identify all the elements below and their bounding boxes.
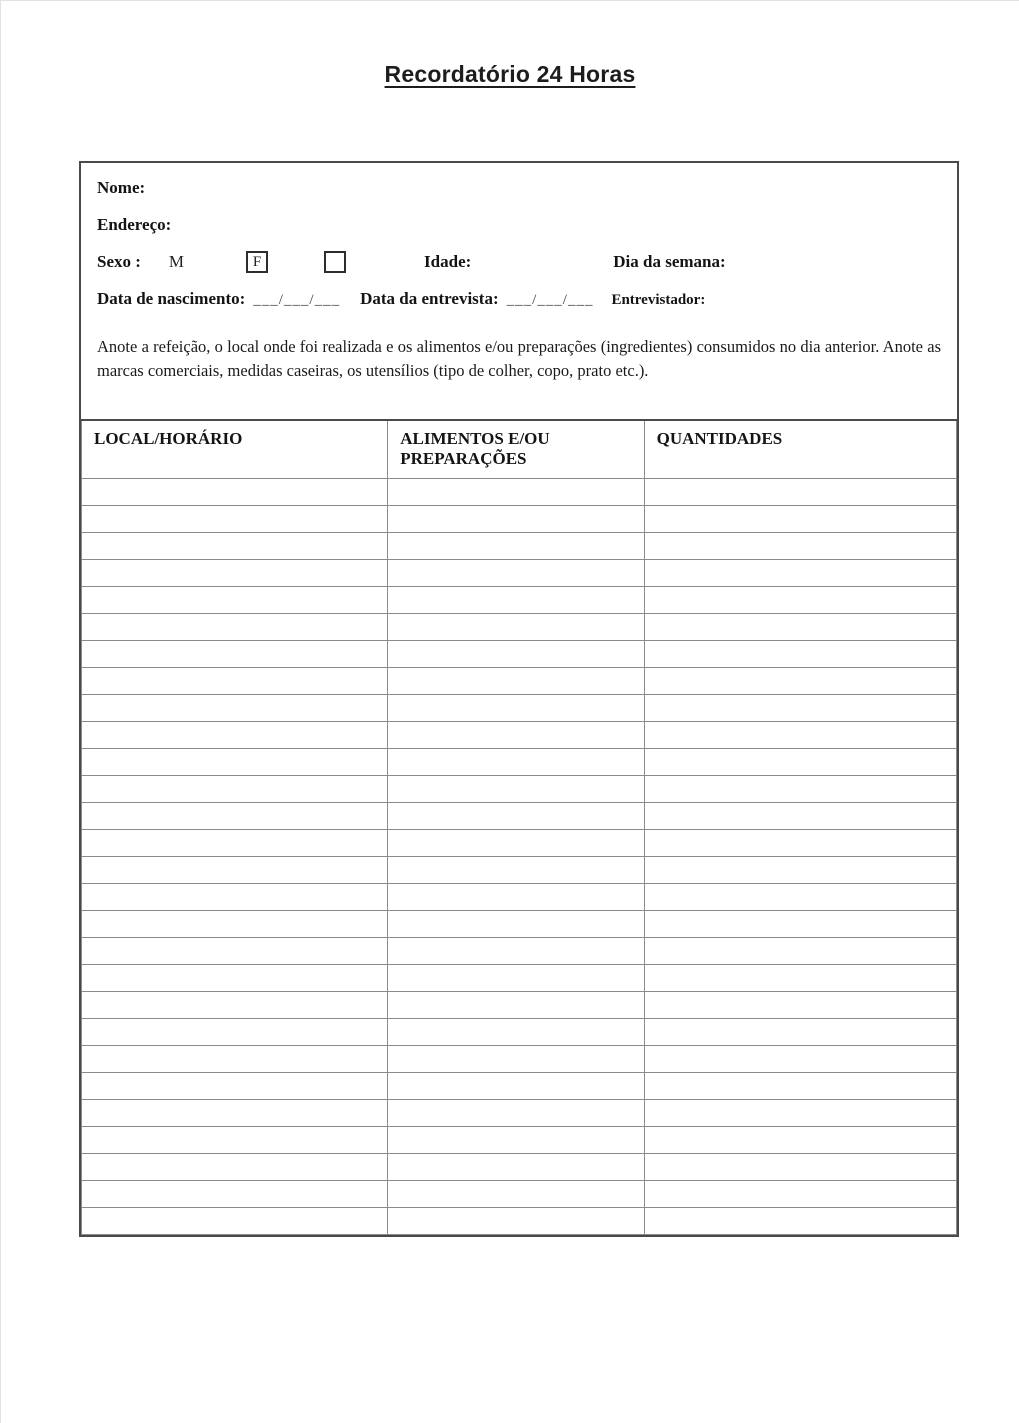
table-cell <box>644 910 956 937</box>
table-row <box>82 883 957 910</box>
table-cell <box>388 802 644 829</box>
table-cell <box>644 613 956 640</box>
table-row <box>82 748 957 775</box>
table-row <box>82 721 957 748</box>
table-cell <box>82 721 388 748</box>
table-cell <box>82 586 388 613</box>
table-cell <box>388 937 644 964</box>
table-cell <box>644 478 956 505</box>
table-cell <box>82 964 388 991</box>
table-row <box>82 1153 957 1180</box>
table-row <box>82 856 957 883</box>
table-cell <box>82 613 388 640</box>
table-cell <box>644 775 956 802</box>
table-cell <box>388 991 644 1018</box>
table-cell <box>82 829 388 856</box>
table-cell <box>388 1045 644 1072</box>
table-row <box>82 694 957 721</box>
birth-date-blank: ___/___/___ <box>253 292 341 308</box>
header-alimentos-preparacoes: ALIMENTOS E/OU PREPARAÇÕES <box>388 420 644 478</box>
sex-checkbox-f: F <box>246 251 268 273</box>
instructions-text: Anote a refeição, o local onde foi realizada e os alimentos e/ou preparações (ingredientes) consumidos no dia anterior. Anote as marcas comerciais, medidas caseiras, os utensílios (tipo de colher, copo, prato etc.). <box>97 337 941 380</box>
page-title: Recordatório 24 Horas <box>384 61 636 87</box>
table-cell <box>82 748 388 775</box>
address-row <box>97 214 941 236</box>
table-cell <box>82 991 388 1018</box>
address-label: Endereço: <box>97 215 172 234</box>
table-cell <box>388 586 644 613</box>
interviewer-label: Entrevistador: <box>611 292 706 308</box>
table-cell <box>82 1207 388 1234</box>
name-label: Nome: <box>97 178 146 197</box>
table-cell <box>644 802 956 829</box>
table-cell <box>644 1045 956 1072</box>
table-body <box>82 478 957 1234</box>
weekday-label: Dia da semana: <box>613 252 726 271</box>
table-cell <box>82 1018 388 1045</box>
table-cell <box>644 991 956 1018</box>
table-cell <box>388 1018 644 1045</box>
table-cell <box>82 1180 388 1207</box>
interview-date-label: Data da entrevista: <box>360 289 499 308</box>
table-cell <box>644 856 956 883</box>
table-cell <box>82 802 388 829</box>
table-cell <box>644 505 956 532</box>
table-cell <box>388 559 644 586</box>
table-row <box>82 1180 957 1207</box>
table-row <box>82 586 957 613</box>
sex-row <box>97 251 941 273</box>
name-row <box>97 177 941 199</box>
table-row <box>82 937 957 964</box>
table-cell <box>82 883 388 910</box>
table-cell <box>644 1126 956 1153</box>
table-cell <box>644 532 956 559</box>
table-cell <box>644 640 956 667</box>
table-cell <box>388 613 644 640</box>
table-row <box>82 1045 957 1072</box>
table-cell <box>644 694 956 721</box>
table-cell <box>388 721 644 748</box>
table-cell <box>388 1153 644 1180</box>
table-header <box>82 420 957 478</box>
table-cell <box>644 883 956 910</box>
form-box <box>79 161 959 1237</box>
header-quantidades: QUANTIDADES <box>644 420 956 478</box>
table-cell <box>82 478 388 505</box>
table-cell <box>82 667 388 694</box>
table-cell <box>388 1099 644 1126</box>
table-row <box>82 1207 957 1234</box>
table-cell <box>82 559 388 586</box>
table-cell <box>82 532 388 559</box>
table-cell <box>644 721 956 748</box>
recall-table <box>81 419 957 1235</box>
table-cell <box>82 640 388 667</box>
table-cell <box>82 856 388 883</box>
table-cell <box>388 505 644 532</box>
table-row <box>82 1099 957 1126</box>
birth-date-label: Data de nascimento: <box>97 289 246 308</box>
table-cell <box>388 694 644 721</box>
table-row <box>82 829 957 856</box>
table-cell <box>82 937 388 964</box>
table-cell <box>644 1099 956 1126</box>
table-row <box>82 1072 957 1099</box>
table-cell <box>388 1126 644 1153</box>
table-cell <box>388 532 644 559</box>
age-label: Idade: <box>424 252 472 271</box>
table-cell <box>388 667 644 694</box>
table-row <box>82 613 957 640</box>
table-row <box>82 775 957 802</box>
table-cell <box>644 1153 956 1180</box>
form-header-section <box>81 163 957 419</box>
table-cell <box>644 937 956 964</box>
table-row <box>82 1018 957 1045</box>
table-cell <box>644 1018 956 1045</box>
table-cell <box>644 1072 956 1099</box>
table-cell <box>388 1072 644 1099</box>
table-row <box>82 667 957 694</box>
interview-date-blank: ___/___/___ <box>506 292 594 308</box>
sex-male-label: M <box>168 252 185 271</box>
table-cell <box>644 964 956 991</box>
table-cell <box>644 1180 956 1207</box>
table-cell <box>82 1153 388 1180</box>
table-cell <box>388 1207 644 1234</box>
table-cell <box>644 1207 956 1234</box>
table-cell <box>82 1099 388 1126</box>
table-row <box>82 802 957 829</box>
table-cell <box>644 667 956 694</box>
table-cell <box>388 883 644 910</box>
table-cell <box>644 586 956 613</box>
table-row <box>82 640 957 667</box>
table-row <box>82 478 957 505</box>
table-header-row <box>82 420 957 478</box>
table-cell <box>82 505 388 532</box>
sex-checkbox-empty <box>324 251 346 273</box>
table-cell <box>644 748 956 775</box>
dates-row <box>97 288 941 311</box>
table-cell <box>388 640 644 667</box>
table-cell <box>388 910 644 937</box>
table-cell <box>388 856 644 883</box>
sex-label: Sexo : <box>97 252 141 271</box>
table-cell <box>82 910 388 937</box>
table-row <box>82 505 957 532</box>
table-cell <box>388 478 644 505</box>
table-row <box>82 910 957 937</box>
table-row <box>82 1126 957 1153</box>
table-row <box>82 991 957 1018</box>
header-local-horario: LOCAL/HORÁRIO <box>82 420 388 478</box>
table-cell <box>82 1072 388 1099</box>
table-cell <box>82 1045 388 1072</box>
table-row <box>82 559 957 586</box>
table-cell <box>644 559 956 586</box>
table-row <box>82 532 957 559</box>
table-cell <box>388 748 644 775</box>
table-cell <box>82 1126 388 1153</box>
table-row <box>82 964 957 991</box>
table-cell <box>644 829 956 856</box>
table-cell <box>388 964 644 991</box>
table-cell <box>388 775 644 802</box>
table-cell <box>388 1180 644 1207</box>
table-cell <box>82 775 388 802</box>
table-cell <box>388 829 644 856</box>
table-cell <box>82 694 388 721</box>
